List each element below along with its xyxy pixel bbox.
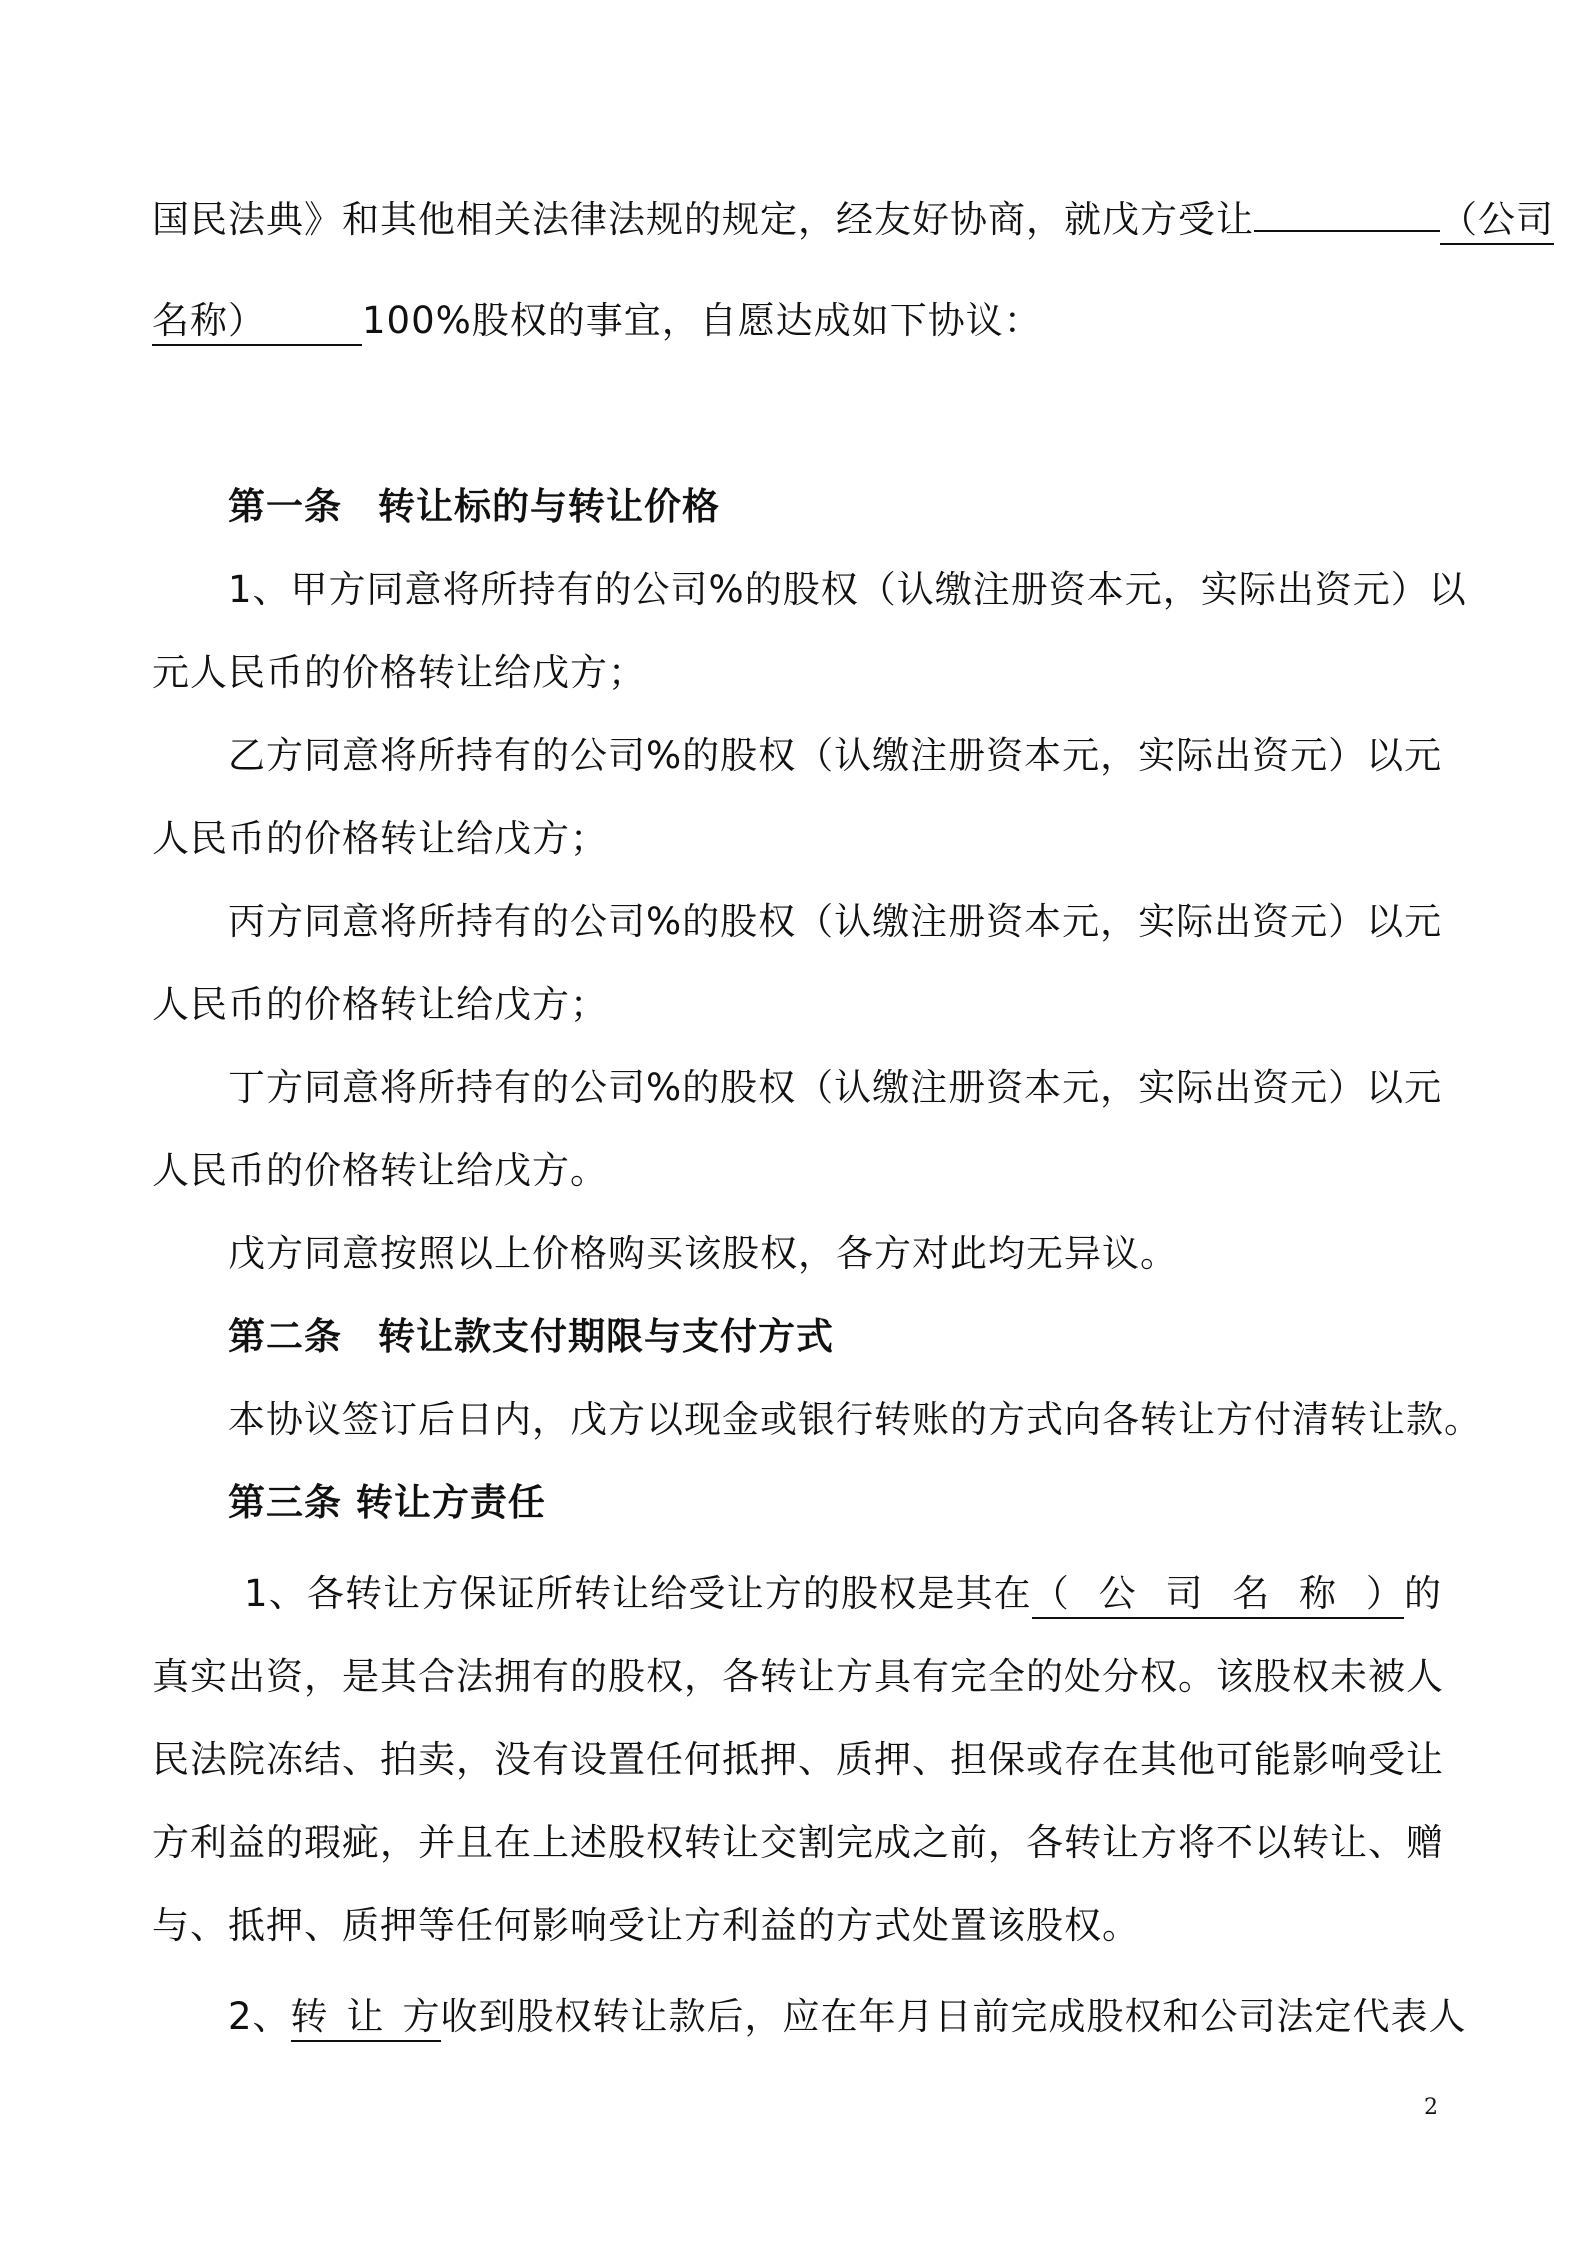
paragraph-line: 真实出资，是其合法拥有的股权，各转让方具有完全的处分权。该股权未被人 <box>152 1655 1444 1698</box>
page-number: 2 <box>1424 2095 1438 2120</box>
fill-blank: 名称） <box>152 298 362 346</box>
paragraph-line: 元人民币的价格转让给戊方； <box>152 651 646 694</box>
text-line: 名称） 100%股权的事宜，自愿达成如下协议： <box>152 297 1042 346</box>
article-1-heading: 第一条 转让标的与转让价格 <box>228 485 720 528</box>
paragraph-line: 1、甲方同意将所持有的公司%的股权（认缴注册资本元，实际出资元）以 <box>228 568 1467 611</box>
fill-blank: （公司 <box>1440 197 1554 245</box>
paragraph-line: 与、抵押、质押等任何影响受让方利益的方式处置该股权。 <box>152 1904 1140 1947</box>
fill-blank: 转让方 <box>291 1994 441 2042</box>
article-3-heading: 第三条 转让方责任 <box>228 1481 546 1524</box>
paragraph-line: 人民币的价格转让给戊方。 <box>152 1149 608 1192</box>
paragraph-line: 本协议签订后日内，戊方以现金或银行转账的方式向各转让方付清转让款。 <box>228 1398 1482 1441</box>
fill-blank: （公司名称） <box>1032 1571 1404 1619</box>
paragraph-line: 人民币的价格转让给戊方； <box>152 817 608 860</box>
paragraph-line: 民法院冻结、拍卖，没有设置任何抵押、质押、担保或存在其他可能影响受让 <box>152 1738 1444 1781</box>
paragraph-line: 丁方同意将所持有的公司%的股权（认缴注册资本元，实际出资元）以元 <box>228 1066 1443 1109</box>
fill-blank <box>1254 230 1440 232</box>
paragraph-line: 人民币的价格转让给戊方； <box>152 983 608 1026</box>
article-2-heading: 第二条 转让款支付期限与支付方式 <box>228 1315 834 1358</box>
paragraph-line: 方利益的瑕疵，并且在上述股权转让交割完成之前，各转让方将不以转让、赠 <box>152 1821 1444 1864</box>
paragraph-line: 乙方同意将所持有的公司%的股权（认缴注册资本元，实际出资元）以元 <box>228 734 1443 777</box>
paragraph-line: 戊方同意按照以上价格购买该股权，各方对此均无异议。 <box>228 1232 1178 1275</box>
text-line: 国民法典》和其他相关法律法规的规定，经友好协商，就戊方受让 （公司 <box>152 196 1442 245</box>
paragraph-line: 2、转让方收到股权转让款后，应在年月日前完成股权和公司法定代表人 <box>228 1993 1442 2042</box>
paragraph-line: 丙方同意将所持有的公司%的股权（认缴注册资本元，实际出资元）以元 <box>228 900 1443 943</box>
paragraph-line: 1、各转让方保证所转让给受让方的股权是其在（公司名称）的 <box>244 1570 1442 1619</box>
